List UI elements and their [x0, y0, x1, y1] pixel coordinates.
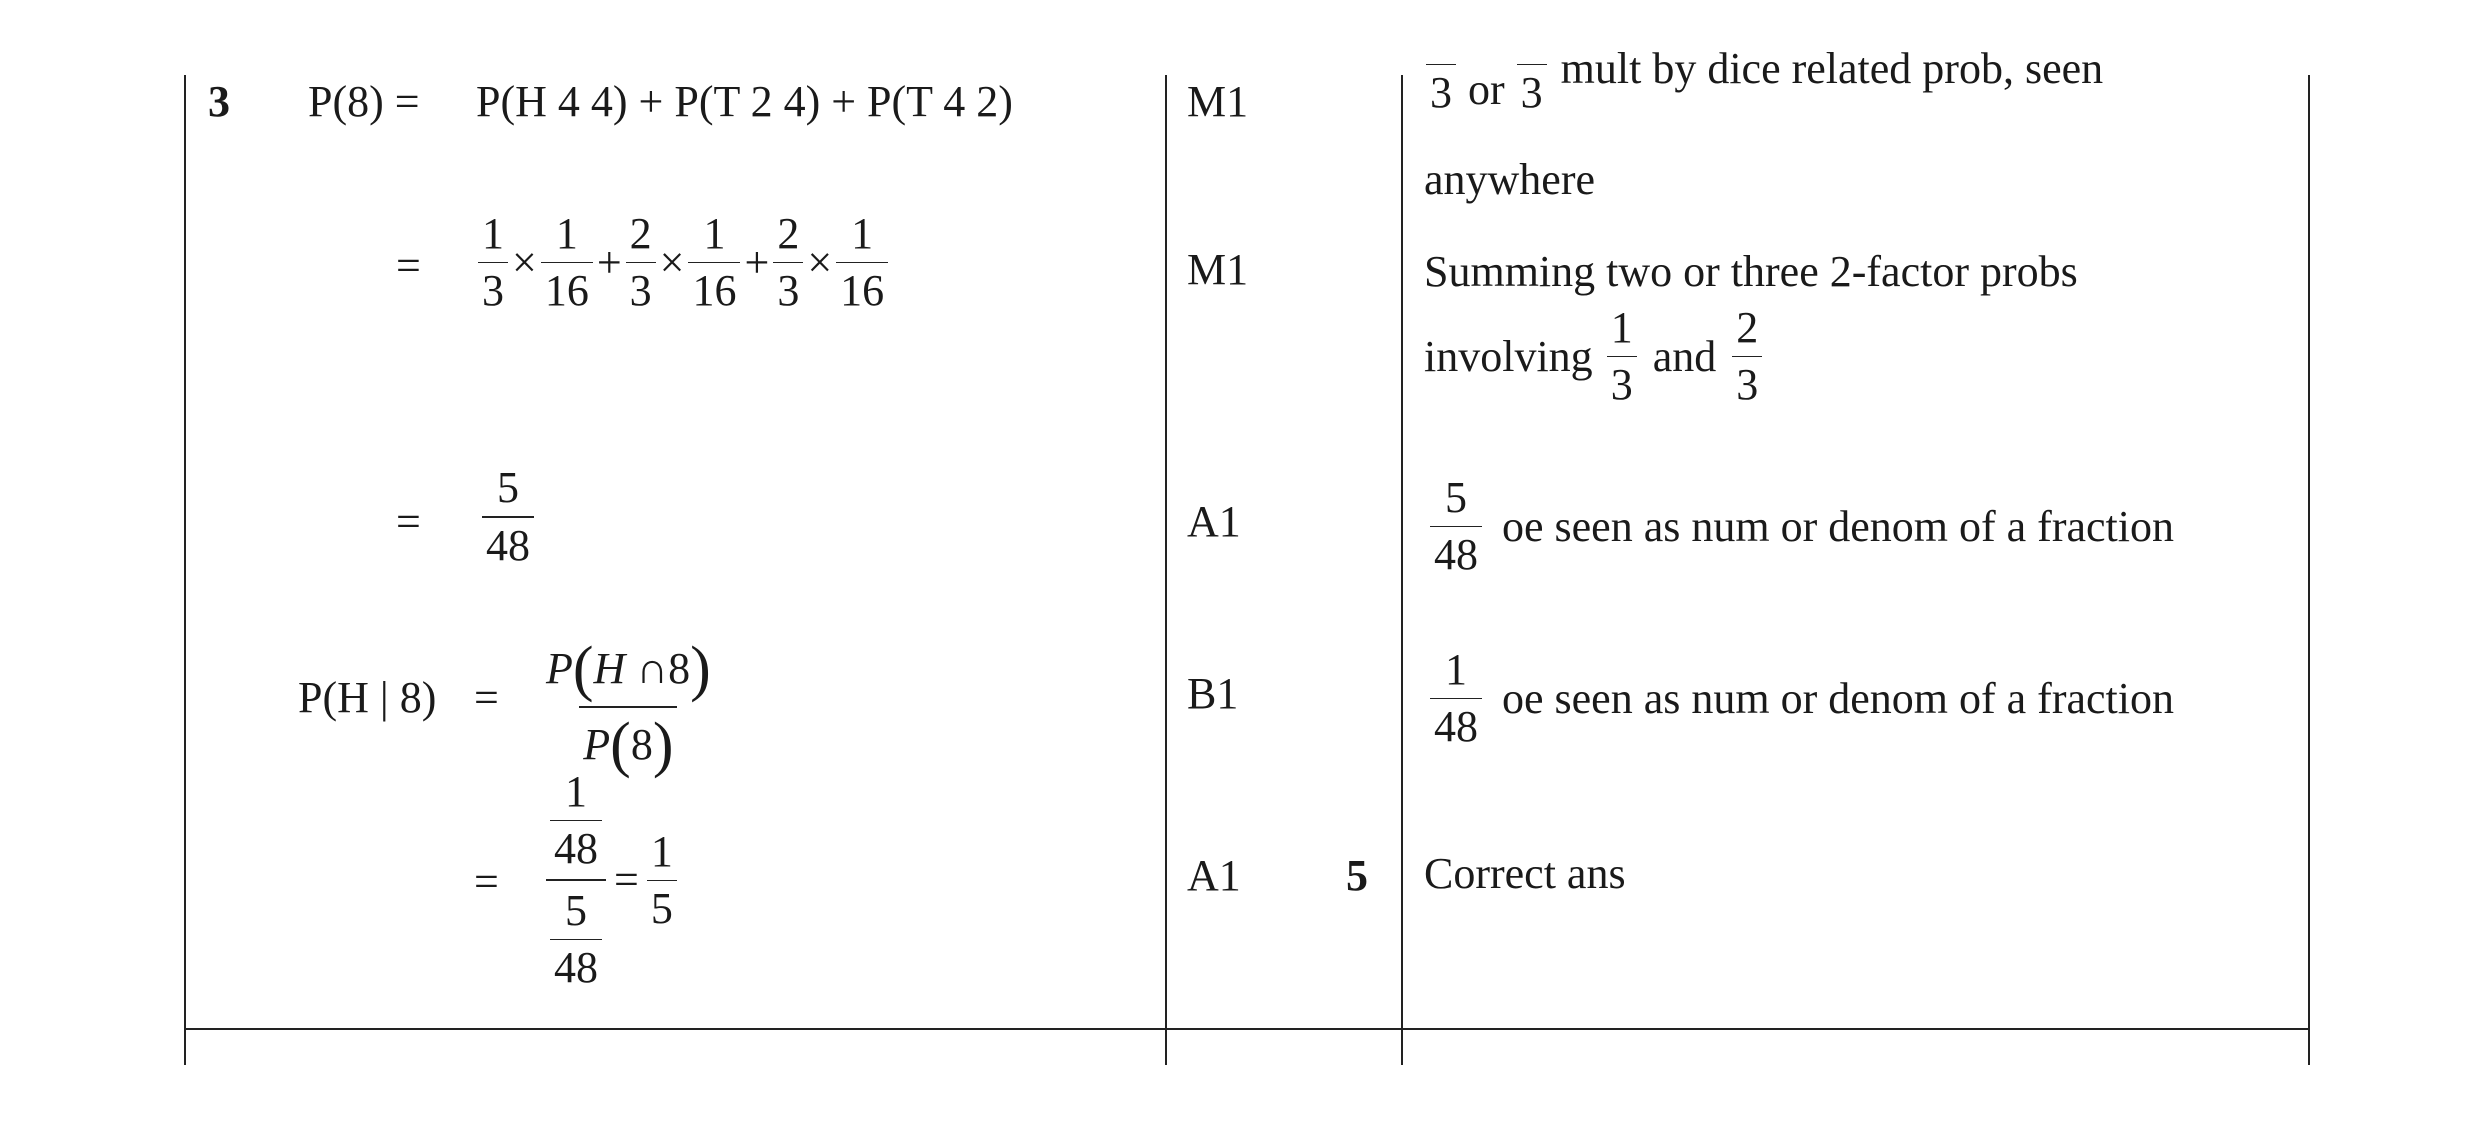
mark-code: B1: [1187, 669, 1239, 718]
guidance-row2-text: Summing two or three 2-factor probs: [1424, 247, 2078, 296]
column-divider-guidance: [1401, 75, 1403, 1065]
p8-result: [480, 463, 536, 570]
total-marks: 5: [1346, 851, 1368, 900]
mark-code: A1: [1187, 497, 1241, 546]
fraction: $\frac{1}{16}$: [836, 212, 888, 313]
column-divider-marks: [1165, 75, 1167, 1065]
fraction-clipped: 3: [1426, 64, 1456, 115]
guidance-row5: Correct ans: [1424, 849, 1626, 898]
equals-sign: =: [474, 857, 499, 906]
p8-lhs: P(8) =: [308, 77, 420, 126]
p8-outcomes-sum: P(H 4 4) + P(T 2 4) + P(T 4 2): [476, 77, 1013, 126]
equals-sign: =: [396, 241, 421, 290]
guidance-row2-involving: involving $\frac{1}{3}$ and $\frac{2}{3}$: [1424, 306, 1764, 407]
fraction: $\frac{1}{16}$: [688, 212, 740, 313]
fraction: $\frac{2}{3}$: [773, 212, 803, 313]
guidance-row4: $\frac{1}{48}$ oe seen as num or denom of a fraction: [1428, 648, 2174, 749]
guidance-row3: $\frac{5}{48}$ oe seen as num or denom of a fraction: [1428, 476, 2174, 577]
mark-code: M1: [1187, 245, 1249, 294]
fraction: $\frac{1}{16}$: [541, 212, 593, 313]
fraction: $\frac{P(H \cap 8)}{P(8)}$: [546, 635, 711, 779]
guidance-row1-cont: anywhere: [1424, 155, 1596, 204]
conditional-lhs: P(H | 8): [298, 673, 437, 722]
product-sum-expression: $\frac{1}{3}$ × $\frac{1}{16}$ + $\frac{2}{3}$ × $\frac{1}{16}$ + $\frac{2}{3}$ × $\frac{1}{16}$: [476, 212, 890, 313]
equals-sign: =: [474, 673, 499, 722]
guidance-row1: 3 or 3 mult by dice related prob, seen: [1424, 64, 2103, 115]
final-answer-expression: $\frac{\frac{1}{48}}{\frac{5}{48}}$ = $\frac{1}{5}$: [544, 770, 679, 990]
conditional-formula: [540, 635, 717, 779]
mark-code: A1: [1187, 851, 1241, 900]
fraction: $\frac{5}{48}$: [482, 466, 534, 568]
fraction: $\frac{2}{3}$: [626, 212, 656, 313]
equals-sign: =: [396, 497, 421, 546]
table-right-border: [2308, 75, 2310, 1065]
fraction: $\frac{1}{3}$: [478, 212, 508, 313]
question-number: 3: [208, 77, 230, 126]
compound-fraction: $\frac{\frac{1}{48}}{\frac{5}{48}}$: [546, 770, 606, 990]
table-bottom-rule: [184, 1028, 2310, 1030]
fraction: $\frac{1}{5}$: [647, 830, 677, 931]
fraction-clipped: 3: [1517, 64, 1547, 115]
mark-code: M1: [1187, 77, 1249, 126]
table-left-border: [184, 75, 186, 1065]
